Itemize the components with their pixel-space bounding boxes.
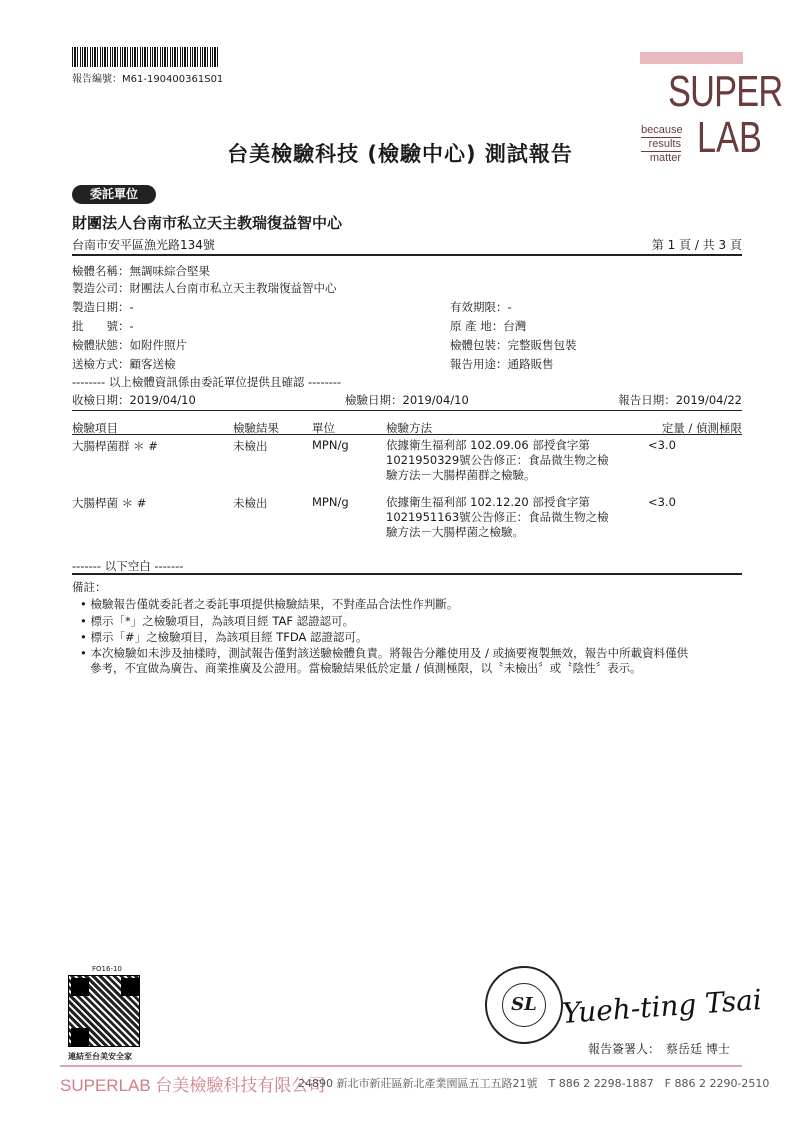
row-method bbox=[386, 438, 636, 483]
notes-label: 備註： bbox=[72, 580, 107, 594]
qr-caption: 連結至台美安全家 bbox=[68, 1052, 132, 1061]
seal-logo: SL bbox=[502, 983, 546, 1027]
sample-purpose: 報告用途：通路販售 bbox=[450, 357, 554, 371]
signature: Yueh-ting Tsai bbox=[561, 983, 763, 1030]
logo-lab: LAB bbox=[697, 113, 762, 162]
note-item: • 本次檢驗如未涉及抽樣時，測試報告僅對該送驗檢體負責。將報告分離使用及 / 或摘要複製無效，報告中所載資料僅供 bbox=[80, 646, 689, 660]
table-end-marker: ------- 以下空白 ------- bbox=[72, 559, 184, 573]
sample-maker: 製造公司：財團法人台南市私立天主教瑞復益智中心 bbox=[72, 281, 337, 295]
method-line: 依據衛生福利部 102.12.20 部授食字第 bbox=[386, 495, 590, 509]
logo-accent-bar bbox=[640, 52, 743, 64]
row-method bbox=[386, 495, 636, 540]
qr-code[interactable] bbox=[68, 975, 140, 1047]
qr-form-code: FO16-10 bbox=[92, 965, 122, 973]
method-line: 驗方法－大腸桿菌群之檢驗。 bbox=[386, 468, 536, 482]
sample-origin: 原 產 地：台灣 bbox=[450, 319, 527, 333]
row-unit: MPN/g bbox=[312, 438, 349, 452]
logo-tagline-line: results bbox=[641, 138, 681, 152]
logo-super: SUPER bbox=[668, 67, 783, 116]
sample-delivery: 送檢方式：顧客送檢 bbox=[72, 357, 176, 371]
col-header-method: 檢驗方法 bbox=[386, 421, 432, 435]
method-line: 依據衛生福利部 102.09.06 部授食字第 bbox=[386, 438, 590, 452]
row-limit: <3.0 bbox=[648, 495, 676, 509]
footer-contact: 24890 新北市新莊區新北產業園區五工五路21號 T 886 2 2298-1887 F 886 2 2290-2510 bbox=[298, 1077, 770, 1090]
report-title: 台美檢驗科技 (檢驗中心) 測試報告 bbox=[227, 142, 573, 166]
sample-name: 檢體名稱：無調味綜合堅果 bbox=[72, 264, 210, 278]
method-line: 1021951163號公告修正：食品微生物之檢 bbox=[386, 510, 609, 524]
barcode bbox=[72, 47, 220, 67]
method-line: 1021950329號公告修正：食品微生物之檢 bbox=[386, 453, 609, 467]
date-tested: 檢驗日期：2019/04/10 bbox=[345, 393, 469, 407]
col-header-result: 檢驗結果 bbox=[233, 421, 279, 435]
date-reported: 報告日期：2019/04/22 bbox=[618, 393, 742, 407]
row-result: 未檢出 bbox=[233, 496, 268, 510]
row-item: 大腸桿菌群 ＊ # bbox=[72, 439, 158, 453]
client-name: 財團法人台南市私立天主教瑞復益智中心 bbox=[72, 214, 343, 232]
col-header-limit: 定量 / 偵測極限 bbox=[661, 421, 742, 435]
client-address: 台南市安平區漁光路134號 bbox=[72, 238, 215, 252]
client-badge: 委託單位 bbox=[72, 185, 156, 204]
sample-state: 檢體狀態：如附件照片 bbox=[72, 338, 187, 352]
note-item: • 標示「#」之檢驗項目，為該項目經 TFDA 認證認可。 bbox=[80, 630, 368, 644]
sample-disclaimer: -------- 以上檢體資訊係由委託單位提供且確認 -------- bbox=[72, 375, 342, 389]
note-item: • 檢驗報告僅就委託者之委託事項提供檢驗結果，不對產品合法性作判斷。 bbox=[80, 597, 459, 611]
col-header-unit: 單位 bbox=[312, 421, 335, 435]
divider bbox=[72, 254, 742, 256]
col-header-item: 檢驗項目 bbox=[72, 421, 118, 435]
divider bbox=[72, 410, 742, 411]
sample-batch: 批 號：- bbox=[72, 319, 134, 333]
note-item: • 標示「*」之檢驗項目，為該項目經 TAF 認證認可。 bbox=[80, 614, 355, 628]
note-item: 參考，不宜做為廣告、商業推廣及公證用。當檢驗結果低於定量 / 偵測極限，以〝未檢出〞或〝陰性〞表示。 bbox=[90, 661, 642, 675]
divider bbox=[72, 434, 742, 435]
page-indicator: 第 1 頁 / 共 3 頁 bbox=[651, 238, 742, 252]
row-item: 大腸桿菌 ＊ # bbox=[72, 496, 147, 510]
signer-name: 報告簽署人： 蔡岳廷 博士 bbox=[588, 1042, 730, 1056]
logo-tagline-line: because bbox=[641, 124, 683, 136]
method-line: 驗方法－大腸桿菌之檢驗。 bbox=[386, 525, 524, 539]
report-number: 報告編號：M61-190400361S01 bbox=[72, 74, 224, 85]
divider bbox=[72, 573, 742, 575]
row-limit: <3.0 bbox=[648, 438, 676, 452]
date-received: 收檢日期：2019/04/10 bbox=[72, 393, 196, 407]
logo-tagline-line: matter bbox=[649, 152, 681, 164]
footer-divider bbox=[60, 1065, 742, 1067]
row-result: 未檢出 bbox=[233, 439, 268, 453]
sample-mfg-date: 製造日期：- bbox=[72, 300, 134, 314]
sample-packaging: 檢體包裝：完整販售包裝 bbox=[450, 338, 577, 352]
row-unit: MPN/g bbox=[312, 495, 349, 509]
sample-expiry: 有效期限：- bbox=[450, 300, 512, 314]
footer-company: SUPERLAB 台美檢驗科技有限公司 bbox=[60, 1076, 326, 1095]
